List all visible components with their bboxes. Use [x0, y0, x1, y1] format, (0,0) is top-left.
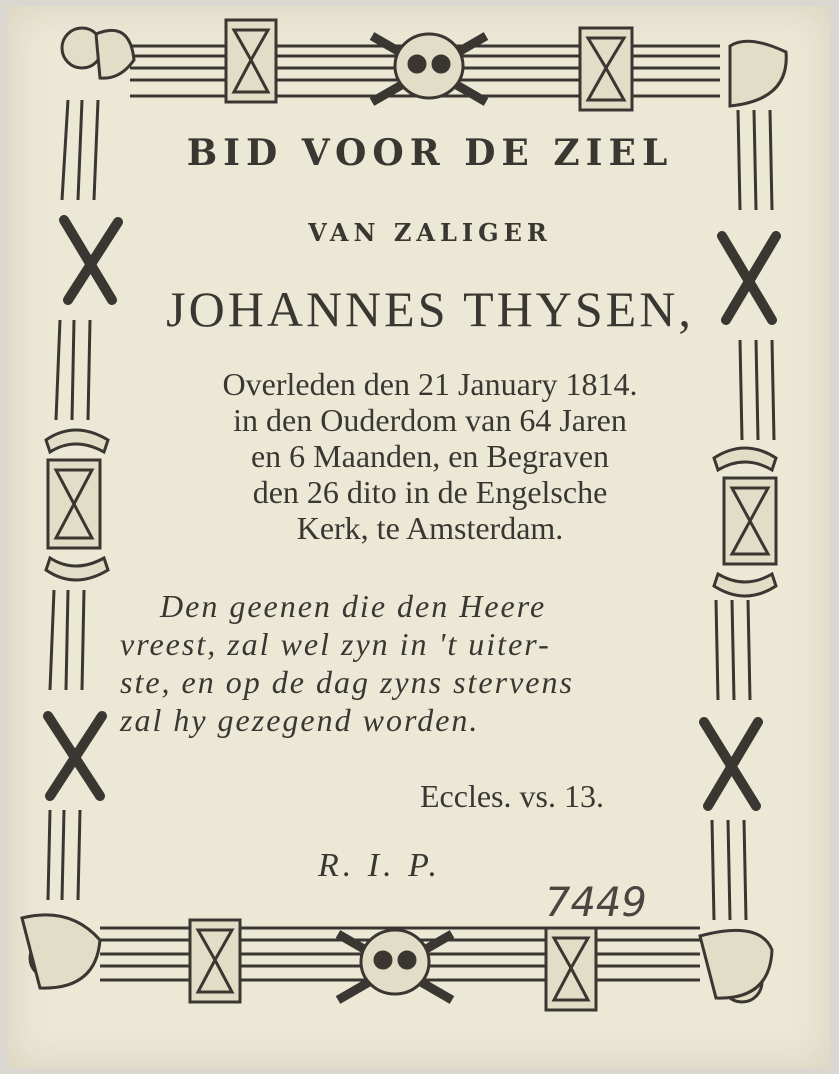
detail-line: en 6 Maanden, en Begraven	[250, 438, 610, 474]
verse-line: vreest, zal wel zyn in 't uiter-	[120, 626, 551, 662]
verse-line: ste, en op de dag zyns stervens	[120, 664, 574, 700]
detail-line: Kerk, te Amsterdam.	[296, 510, 564, 546]
scripture-reference: Eccles. vs. 13.	[420, 778, 604, 814]
detail-line: den 26 dito in de Engelsche	[252, 474, 608, 510]
verse-line: zal hy gezegend worden.	[120, 702, 480, 738]
handwritten-number: 7449	[545, 880, 647, 926]
detail-line: in den Ouderdom van 64 Jaren	[233, 402, 627, 438]
deceased-name: JOHANNES THYSEN,	[166, 281, 694, 337]
detail-line: Overleden den 21 January 1814.	[222, 366, 638, 402]
subheading: VAN ZALIGER	[308, 218, 552, 247]
verse-line: Den geenen die den Heere	[160, 588, 547, 624]
closing-rip: R. I. P.	[318, 847, 441, 884]
heading: BID VOOR DE ZIEL	[186, 132, 674, 174]
